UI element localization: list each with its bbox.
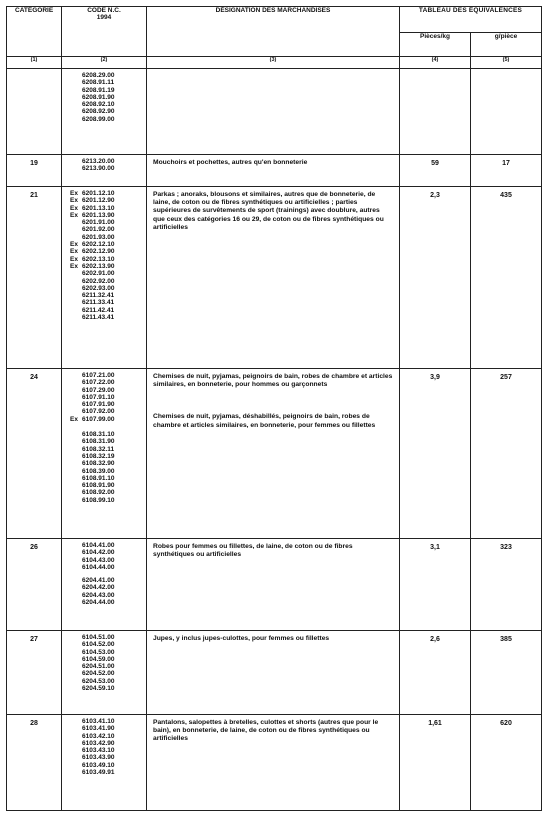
code-line	[70, 248, 146, 255]
nc-code: 6211.33.41	[82, 299, 115, 307]
nc-code: 6204.43.00	[82, 591, 115, 599]
column-number-row	[7, 57, 542, 69]
nc-code: 6201.93.00	[82, 233, 115, 241]
code-line	[70, 497, 146, 504]
header-pieces-kg: Pièces/kg	[400, 33, 471, 57]
code-line	[70, 725, 146, 732]
code-list-cell	[62, 715, 147, 811]
category-cell: 24	[7, 369, 62, 539]
code-line	[70, 87, 146, 94]
code-line	[70, 489, 146, 496]
nc-code: 6211.43.41	[82, 314, 115, 322]
nc-code: 6103.42.90	[82, 739, 115, 747]
equivalence-table	[6, 6, 542, 811]
code-line	[70, 446, 146, 453]
designation-text: Parkas ; anoraks, blousons et similaires, autres que de bonneterie, de laine, de coton ou de fibres synthétiques ou artificielles ; parties supérieures de survêtements de sport (trainings) avec doublure, autres que ceux des catégories 16 ou 29, de coton ou de fibres synthétiques ou artificielles	[153, 191, 384, 231]
category-cell	[7, 69, 62, 155]
code-line	[70, 219, 146, 226]
nc-code: 6202.13.10	[82, 255, 115, 263]
column-number: (1)	[7, 57, 62, 69]
nc-code: 6107.92.00	[82, 408, 115, 416]
nc-code: 6103.41.10	[82, 718, 115, 725]
code-line	[70, 299, 146, 306]
code-line	[70, 285, 146, 292]
code-line	[70, 108, 146, 115]
code-line	[70, 649, 146, 656]
header-categorie: CATÉGORIE	[7, 7, 62, 57]
nc-code: 6103.49.10	[82, 761, 115, 769]
column-number: (5)	[471, 57, 542, 69]
nc-code: 6201.13.90	[82, 211, 115, 219]
code-line	[70, 394, 146, 401]
code-line	[70, 542, 146, 549]
nc-code: 6107.21.00	[82, 372, 115, 379]
ex-prefix: Ex	[70, 415, 78, 423]
code-line	[70, 663, 146, 670]
nc-code: 6107.91.90	[82, 401, 115, 409]
nc-code: 6202.13.90	[82, 262, 115, 270]
code-list-cell	[62, 155, 147, 187]
nc-code: 6107.29.00	[82, 386, 115, 394]
column-number: (2)	[62, 57, 147, 69]
code-line	[70, 577, 146, 584]
nc-code: 6208.92.90	[82, 108, 115, 116]
code-line	[70, 475, 146, 482]
grams-per-piece-cell: 435	[471, 187, 542, 369]
code-line	[70, 754, 146, 761]
code-line	[70, 205, 146, 212]
code-line	[70, 762, 146, 769]
code-line	[70, 263, 146, 270]
code-line	[70, 401, 146, 408]
code-line	[70, 740, 146, 747]
nc-code: 6108.32.90	[82, 460, 115, 468]
code-line	[70, 769, 146, 776]
header-tableau-equivalences: TABLEAU DES ÉQUIVALENCES	[400, 7, 542, 33]
designation-text: Pantalons, salopettes à bretelles, culottes et shorts (autres que pour le bain), en bonneterie, de laine, de coton ou de fibres synthétiques ou artificielles	[153, 719, 379, 743]
ex-prefix: Ex	[70, 211, 78, 219]
header-code-nc-line2: 1994	[96, 14, 112, 21]
table-row	[7, 155, 542, 187]
header-g-piece: g/pièce	[471, 33, 542, 57]
table-row	[7, 631, 542, 715]
column-number: (4)	[400, 57, 471, 69]
nc-code: 6201.12.10	[82, 190, 115, 197]
nc-code: 6104.52.00	[82, 641, 115, 649]
nc-code: 6208.99.00	[82, 115, 115, 123]
designation-cell	[147, 187, 400, 369]
nc-code: 6103.41.90	[82, 725, 115, 733]
code-list-cell	[62, 69, 147, 155]
nc-code: 6204.42.00	[82, 584, 115, 592]
table-row	[7, 69, 542, 155]
nc-code: 6103.42.10	[82, 732, 115, 740]
nc-code: 6103.43.10	[82, 747, 115, 755]
code-line	[70, 234, 146, 241]
nc-code: 6103.43.90	[82, 754, 115, 762]
pieces-per-kg-cell: 2,3	[400, 187, 471, 369]
nc-code: 6204.52.00	[82, 670, 115, 678]
nc-code: 6104.59.00	[82, 655, 115, 663]
code-line	[70, 72, 146, 79]
header-code-nc-line1: CODE N.C.	[87, 7, 121, 14]
ex-prefix: Ex	[70, 190, 78, 197]
grams-per-piece-cell	[471, 69, 542, 155]
grams-per-piece-cell: 17	[471, 155, 542, 187]
code-line	[70, 685, 146, 692]
code-line	[70, 278, 146, 285]
pieces-per-kg-cell: 59	[400, 155, 471, 187]
code-line	[70, 212, 146, 219]
nc-code: 6208.91.19	[82, 86, 115, 94]
ex-prefix: Ex	[70, 248, 78, 256]
nc-code: 6202.93.00	[82, 284, 115, 292]
code-line	[70, 678, 146, 685]
nc-code: 6108.31.10	[82, 431, 115, 439]
code-line	[70, 314, 146, 321]
nc-code: 6204.44.00	[82, 599, 115, 607]
code-line	[70, 101, 146, 108]
code-line	[70, 292, 146, 299]
pieces-per-kg-cell: 2,6	[400, 631, 471, 715]
code-line	[70, 226, 146, 233]
nc-code: 6201.91.00	[82, 219, 115, 227]
nc-code: 6107.91.10	[82, 393, 115, 401]
nc-code: 6202.12.10	[82, 241, 115, 249]
ex-prefix: Ex	[70, 255, 78, 263]
code-line	[70, 256, 146, 263]
code-line	[70, 431, 146, 438]
nc-code: 6108.32.11	[82, 445, 115, 453]
nc-code: 6108.99.10	[82, 496, 115, 504]
code-line	[70, 460, 146, 467]
nc-code: 6204.41.00	[82, 577, 115, 585]
pieces-per-kg-cell	[400, 69, 471, 155]
code-line	[70, 416, 146, 423]
designation-cell	[147, 369, 400, 539]
nc-code: 6108.32.19	[82, 452, 115, 460]
nc-code: 6107.22.00	[82, 379, 115, 387]
code-line	[70, 670, 146, 677]
code-line	[70, 372, 146, 379]
nc-code: 6213.90.00	[82, 165, 115, 173]
nc-code: 6108.92.00	[82, 489, 115, 497]
nc-code: 6104.41.00	[82, 542, 115, 549]
nc-code: 6108.31.90	[82, 438, 115, 446]
designation-cell	[147, 69, 400, 155]
code-line	[70, 387, 146, 394]
designation-cell	[147, 155, 400, 187]
designation-text: Chemises de nuit, pyjamas, peignoirs de bain, robes de chambre et articles similaires, en bonneterie, pour hommes ou garçonnets	[153, 373, 393, 389]
table-row	[7, 187, 542, 369]
category-cell: 21	[7, 187, 62, 369]
nc-code: 6204.53.00	[82, 677, 115, 685]
designation-cell	[147, 539, 400, 631]
code-line	[70, 584, 146, 591]
nc-code: 6201.13.10	[82, 204, 115, 212]
category-cell: 28	[7, 715, 62, 811]
nc-code: 6202.91.00	[82, 270, 115, 278]
nc-code: 6202.92.00	[82, 277, 115, 285]
nc-code: 6208.91.11	[82, 79, 115, 87]
code-line	[70, 592, 146, 599]
code-line	[70, 549, 146, 556]
code-line	[70, 599, 146, 606]
designation-text: Robes pour femmes ou fillettes, de laine, de coton ou de fibres synthétiques ou artificielles	[153, 543, 353, 559]
nc-code: 6108.39.00	[82, 467, 115, 475]
nc-code: 6208.29.00	[82, 72, 115, 79]
designation-cell	[147, 631, 400, 715]
nc-code: 6204.51.00	[82, 663, 115, 671]
code-line	[70, 94, 146, 101]
ex-prefix: Ex	[70, 241, 78, 249]
nc-code: 6107.99.00	[82, 415, 115, 423]
designation-text: Jupes, y inclus jupes-culottes, pour femmes ou fillettes	[153, 635, 330, 642]
nc-code: 6208.92.10	[82, 101, 115, 109]
grams-per-piece-cell: 620	[471, 715, 542, 811]
grams-per-piece-cell: 323	[471, 539, 542, 631]
nc-code: 6211.32.41	[82, 292, 115, 300]
nc-code: 6202.12.90	[82, 248, 115, 256]
code-line	[70, 270, 146, 277]
designation-text: Mouchoirs et pochettes, autres qu'en bonneterie	[153, 159, 308, 166]
ex-prefix: Ex	[70, 197, 78, 205]
code-line	[70, 158, 146, 165]
ex-prefix: Ex	[70, 262, 78, 270]
designation-text: Chemises de nuit, pyjamas, déshabillés, peignoirs de bain, robes de chambre et articles similaires, en bonneterie, pour femmes ou fillettes	[153, 413, 376, 429]
code-line	[70, 79, 146, 86]
nc-code: 6104.51.00	[82, 634, 115, 641]
nc-code: 6201.92.00	[82, 226, 115, 234]
header-designation: DÉSIGNATION DES MARCHANDISES	[147, 7, 400, 57]
code-line	[70, 641, 146, 648]
grams-per-piece-cell: 385	[471, 631, 542, 715]
code-line	[70, 634, 146, 641]
nc-code: 6104.44.00	[82, 563, 115, 571]
code-line	[70, 190, 146, 197]
code-list-cell	[62, 369, 147, 539]
code-line	[70, 307, 146, 314]
nc-code: 6204.59.10	[82, 685, 115, 693]
nc-code: 6211.42.41	[82, 306, 115, 314]
code-list-cell	[62, 187, 147, 369]
category-cell: 26	[7, 539, 62, 631]
code-line	[70, 557, 146, 564]
code-line	[70, 453, 146, 460]
code-line	[70, 116, 146, 123]
table-row	[7, 715, 542, 811]
table-row	[7, 539, 542, 631]
nc-code: 6104.42.00	[82, 549, 115, 557]
designation-cell	[147, 715, 400, 811]
code-line	[70, 656, 146, 663]
table-body	[7, 69, 542, 811]
code-line	[70, 564, 146, 571]
code-line	[70, 408, 146, 415]
code-list-cell	[62, 631, 147, 715]
pieces-per-kg-cell: 1,61	[400, 715, 471, 811]
code-line	[70, 733, 146, 740]
code-line	[70, 379, 146, 386]
code-line	[70, 468, 146, 475]
nc-code: 6213.20.00	[82, 158, 115, 165]
pieces-per-kg-cell: 3,1	[400, 539, 471, 631]
category-cell: 27	[7, 631, 62, 715]
header-row-top	[7, 7, 542, 33]
ex-prefix: Ex	[70, 204, 78, 212]
code-line	[70, 165, 146, 172]
nc-code: 6108.91.90	[82, 482, 115, 490]
nc-code: 6104.43.00	[82, 556, 115, 564]
nc-code: 6104.53.00	[82, 648, 115, 656]
code-line	[70, 438, 146, 445]
code-list-cell	[62, 539, 147, 631]
code-line	[70, 718, 146, 725]
category-cell: 19	[7, 155, 62, 187]
grams-per-piece-cell: 257	[471, 369, 542, 539]
column-number: (3)	[147, 57, 400, 69]
nc-code: 6201.12.90	[82, 197, 115, 205]
table-row	[7, 369, 542, 539]
nc-code: 6208.91.90	[82, 93, 115, 101]
code-line	[70, 747, 146, 754]
code-line	[70, 197, 146, 204]
code-line	[70, 241, 146, 248]
nc-code: 6103.49.91	[82, 769, 115, 777]
nc-code: 6108.91.10	[82, 474, 115, 482]
pieces-per-kg-cell: 3,9	[400, 369, 471, 539]
header-code-nc	[62, 7, 147, 57]
code-line	[70, 482, 146, 489]
